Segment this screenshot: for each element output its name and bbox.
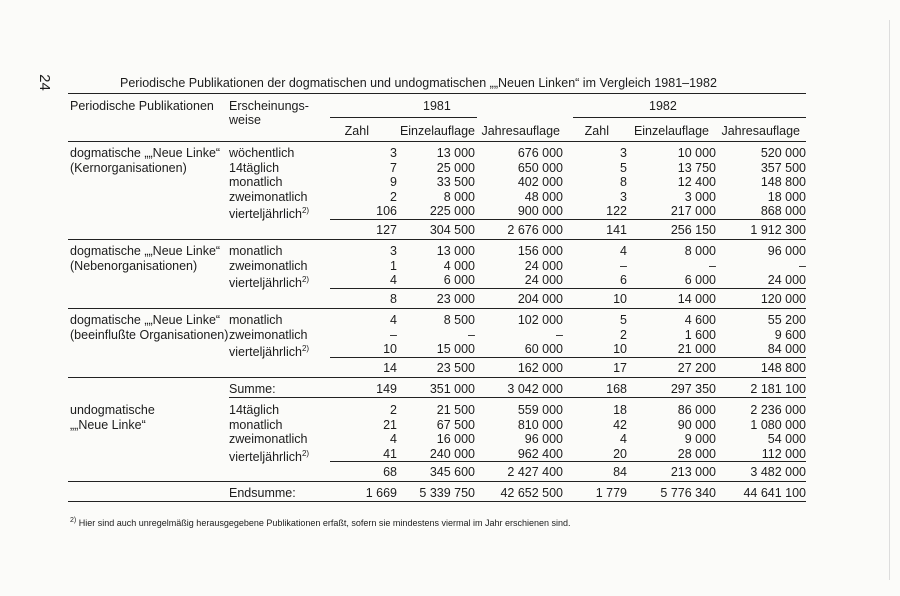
subtotal-jahres-1981: 204 000 (517, 292, 563, 306)
header-zahl-1982: Zahl (584, 124, 609, 138)
endsumme-jahres-1982: 44 641 100 (743, 486, 806, 500)
frequency-label: monatlich (229, 244, 283, 258)
group-sublabel: (Nebenorganisationen) (70, 258, 198, 273)
frequency-label: zweimonatlich (229, 258, 308, 273)
row-zahl-1981: 41 (383, 446, 397, 461)
row-jahres-1982: 357 500 (760, 160, 806, 175)
summe-jahres-1981: 3 042 000 (507, 382, 563, 396)
header-frequency-1: Erscheinungs- (229, 99, 309, 113)
subtotal-jahres-1982: 120 000 (760, 292, 806, 306)
header-year-1982: 1982 (649, 99, 677, 113)
row-zahl-1982: 122 (606, 204, 627, 218)
footnote-text: Hier sind auch unregelmäßig herausgegebene Publikationen erfaßt, sofern sie mindestens viermal im Jahr erschienen sind. (78, 518, 571, 528)
frequency-label: monatlich (229, 313, 283, 327)
endsumme-einzel-1982: 5 776 340 (660, 486, 716, 500)
row-jahres-1982: 84 000 (767, 342, 806, 356)
row-zahl-1982: 2 (620, 327, 627, 342)
row-zahl-1981: 2 (390, 189, 397, 204)
page-number: 24 (35, 74, 53, 91)
frequency-label: 14täglich (229, 403, 280, 417)
header-publications: Periodische Publikationen (70, 99, 214, 113)
endsumme-label: Endsumme: (229, 486, 296, 500)
endsumme-zahl-1981: 1 669 (365, 486, 397, 500)
row-einzel-1981: 13 000 (436, 244, 475, 258)
row-einzel-1982: 3 000 (684, 189, 716, 204)
row-zahl-1982: 18 (613, 403, 627, 417)
row-jahres-1981: 900 000 (517, 204, 563, 218)
subtotal-rule (330, 461, 806, 462)
subtotal-einzel-1981: 345 600 (429, 465, 475, 479)
subtotal-jahres-1981: 2 676 000 (507, 223, 563, 237)
summe-label: Summe: (229, 382, 276, 396)
row-jahres-1982: 148 800 (760, 175, 806, 189)
row-jahres-1982: 868 000 (760, 204, 806, 218)
frequency-label (229, 342, 309, 359)
endsumme-einzel-1981: 5 339 750 (419, 486, 475, 500)
row-einzel-1982: 4 600 (684, 313, 716, 327)
group-sublabel: (beeinflußte Organisationen) (70, 327, 229, 342)
row-jahres-1981: 402 000 (517, 175, 563, 189)
row-einzel-1981: 8 500 (443, 313, 475, 327)
summe-einzel-1981: 351 000 (429, 382, 475, 396)
subtotal-einzel-1982: 14 000 (677, 292, 716, 306)
row-zahl-1982: 10 (613, 342, 627, 356)
row-jahres-1981: 962 400 (517, 446, 563, 461)
endsumme-top-rule (68, 481, 806, 482)
frequency-label-text: vierteljährlich (229, 207, 302, 222)
subtotal-jahres-1982: 3 482 000 (750, 465, 806, 479)
table-title: Periodische Publikationen der dogmatischen und undogmatischen „„Neuen Linken“ im Vergleich 1981–1982 (120, 76, 717, 90)
row-einzel-1982: 28 000 (677, 446, 716, 461)
row-zahl-1982: 5 (620, 313, 627, 327)
footnote-ref: 2) (301, 206, 310, 215)
group-label: dogmatische „„Neue Linke“ (70, 146, 221, 160)
row-zahl-1981: 10 (383, 342, 397, 356)
group-separator-rule (68, 239, 806, 240)
row-zahl-1982: 3 (620, 146, 627, 160)
row-einzel-1982: 90 000 (677, 417, 716, 432)
row-zahl-1981: 21 (383, 417, 397, 432)
subtotal-zahl-1982: 10 (613, 292, 627, 306)
header-jahres-1982: Jahresauflage (721, 124, 800, 138)
summe-jahres-1982: 2 181 100 (750, 382, 806, 396)
row-einzel-1982: 9 000 (684, 432, 716, 446)
frequency-label: monatlich (229, 175, 283, 189)
row-zahl-1981: 4 (390, 313, 397, 327)
header-jahres-1981: Jahresauflage (481, 124, 560, 138)
year2-rule (573, 117, 806, 118)
group-sublabel: „„Neue Linke“ (70, 417, 146, 432)
footnote-mark: 2) (70, 517, 77, 524)
header-top-rule (68, 93, 806, 94)
row-jahres-1982: 96 000 (767, 244, 806, 258)
row-zahl-1981: 4 (390, 273, 397, 287)
row-jahres-1981: 48 000 (524, 189, 563, 204)
frequency-label-text: vierteljährlich (229, 345, 302, 360)
row-jahres-1981: 650 000 (517, 160, 563, 175)
row-zahl-1981: – (390, 327, 397, 342)
subtotal-rule (330, 288, 806, 289)
row-jahres-1981: 96 000 (524, 432, 563, 446)
subtotal-jahres-1981: 2 427 400 (507, 465, 563, 479)
frequency-label-text: vierteljährlich (229, 276, 302, 291)
subtotal-rule (330, 357, 806, 358)
row-einzel-1981: 4 000 (443, 258, 475, 273)
row-einzel-1981: – (468, 327, 475, 342)
footnote-ref: 2) (301, 344, 310, 353)
row-einzel-1982: 217 000 (670, 204, 716, 218)
row-einzel-1981: 16 000 (436, 432, 475, 446)
subtotal-einzel-1981: 23 500 (436, 361, 475, 375)
row-jahres-1982: – (799, 258, 806, 273)
header-zahl-1981: Zahl (344, 124, 369, 138)
subtotal-zahl-1981: 127 (376, 223, 397, 237)
subtotal-zahl-1982: 141 (606, 223, 627, 237)
row-zahl-1981: 1 (390, 258, 397, 273)
group-label: undogmatische (70, 403, 155, 417)
subtotal-jahres-1981: 162 000 (517, 361, 563, 375)
subtotal-jahres-1982: 1 912 300 (750, 223, 806, 237)
row-jahres-1982: 2 236 000 (750, 403, 806, 417)
row-jahres-1982: 9 600 (774, 327, 806, 342)
row-einzel-1982: 86 000 (677, 403, 716, 417)
row-jahres-1981: 24 000 (524, 258, 563, 273)
row-jahres-1981: 24 000 (524, 273, 563, 287)
row-jahres-1981: 559 000 (517, 403, 563, 417)
endsumme-zahl-1982: 1 779 (595, 486, 627, 500)
frequency-label (229, 204, 309, 221)
row-einzel-1982: 6 000 (684, 273, 716, 287)
row-jahres-1981: 60 000 (524, 342, 563, 356)
row-einzel-1982: 21 000 (677, 342, 716, 356)
subtotal-zahl-1981: 68 (383, 465, 397, 479)
row-jahres-1982: 24 000 (767, 273, 806, 287)
subtotal-einzel-1982: 27 200 (677, 361, 716, 375)
frequency-label-text: vierteljährlich (229, 449, 302, 464)
group-label: dogmatische „„Neue Linke“ (70, 244, 221, 258)
row-zahl-1982: 42 (613, 417, 627, 432)
group-label: dogmatische „„Neue Linke“ (70, 313, 221, 327)
row-einzel-1981: 240 000 (429, 446, 475, 461)
header-year-1981: 1981 (423, 99, 451, 113)
row-einzel-1981: 13 000 (436, 146, 475, 160)
header-frequency-2: weise (229, 113, 261, 127)
row-zahl-1981: 3 (390, 146, 397, 160)
row-zahl-1981: 2 (390, 403, 397, 417)
subtotal-einzel-1981: 23 000 (436, 292, 475, 306)
endsumme-bottom-rule (68, 501, 806, 502)
row-einzel-1982: 1 600 (684, 327, 716, 342)
frequency-label (229, 273, 309, 290)
row-jahres-1982: 1 080 000 (750, 417, 806, 432)
subtotal-rule (330, 219, 806, 220)
row-zahl-1981: 3 (390, 244, 397, 258)
row-zahl-1982: 3 (620, 189, 627, 204)
row-einzel-1981: 8 000 (443, 189, 475, 204)
row-zahl-1981: 7 (390, 160, 397, 175)
footnote-ref: 2) (301, 275, 310, 284)
frequency-label: monatlich (229, 417, 283, 432)
row-einzel-1982: 8 000 (684, 244, 716, 258)
subtotal-zahl-1982: 17 (613, 361, 627, 375)
row-einzel-1982: 13 750 (677, 160, 716, 175)
row-jahres-1982: 520 000 (760, 146, 806, 160)
subtotal-einzel-1982: 213 000 (670, 465, 716, 479)
frequency-label: wöchentlich (229, 146, 295, 160)
header-bottom-rule (68, 141, 806, 142)
row-einzel-1981: 25 000 (436, 160, 475, 175)
row-zahl-1982: 20 (613, 446, 627, 461)
footnote-ref: 2) (301, 448, 310, 458)
frequency-label (229, 447, 309, 464)
row-zahl-1982: 5 (620, 160, 627, 175)
frequency-label: zweimonatlich (229, 327, 308, 342)
row-jahres-1982: 112 000 (761, 446, 806, 461)
row-jahres-1981: 810 000 (517, 417, 563, 432)
year1-rule (330, 117, 477, 118)
frequency-label: zweimonatlich (229, 189, 308, 204)
row-einzel-1981: 6 000 (443, 273, 475, 287)
row-zahl-1982: 6 (620, 273, 627, 287)
footnote (70, 517, 571, 528)
header-einzel-1982: Einzelauflage (633, 124, 709, 138)
frequency-label: 14täglich (229, 160, 280, 175)
row-jahres-1981: 102 000 (517, 313, 563, 327)
row-jahres-1982: 55 200 (767, 313, 806, 327)
row-einzel-1982: – (709, 258, 716, 273)
row-jahres-1981: 676 000 (517, 146, 563, 160)
endsumme-jahres-1981: 42 652 500 (500, 486, 563, 500)
row-zahl-1982: 4 (620, 244, 627, 258)
row-einzel-1981: 33 500 (436, 175, 475, 189)
row-einzel-1981: 15 000 (436, 342, 475, 356)
subtotal-einzel-1982: 256 150 (670, 223, 716, 237)
summe-einzel-1982: 297 350 (670, 382, 716, 396)
summe-zahl-1981: 149 (376, 382, 397, 396)
row-jahres-1981: – (556, 327, 563, 342)
row-einzel-1981: 67 500 (436, 417, 475, 432)
row-jahres-1981: 156 000 (517, 244, 563, 258)
subtotal-jahres-1982: 148 800 (760, 361, 806, 375)
row-jahres-1982: 18 000 (767, 189, 806, 204)
header-einzel-1981: Einzelauflage (399, 124, 475, 138)
row-zahl-1982: 4 (620, 432, 627, 446)
subtotal-einzel-1981: 304 500 (429, 223, 475, 237)
row-zahl-1981: 9 (390, 175, 397, 189)
row-einzel-1982: 10 000 (677, 146, 716, 160)
subtotal-zahl-1982: 84 (613, 465, 627, 479)
page-edge (889, 20, 890, 580)
summe-zahl-1982: 168 (606, 382, 627, 396)
subtotal-zahl-1981: 14 (383, 361, 397, 375)
group-separator-rule (68, 377, 806, 378)
row-jahres-1982: 54 000 (767, 432, 806, 446)
row-einzel-1982: 12 400 (677, 175, 716, 189)
frequency-label: zweimonatlich (229, 432, 308, 446)
row-zahl-1981: 106 (376, 204, 397, 218)
row-zahl-1982: – (620, 258, 627, 273)
group-sublabel: (Kernorganisationen) (70, 160, 187, 175)
summe-rule (229, 397, 806, 398)
subtotal-zahl-1981: 8 (390, 292, 397, 306)
row-zahl-1981: 4 (390, 432, 397, 446)
row-einzel-1981: 21 500 (436, 403, 475, 417)
row-einzel-1981: 225 000 (429, 204, 475, 218)
group-separator-rule (68, 308, 806, 309)
row-zahl-1982: 8 (620, 175, 627, 189)
